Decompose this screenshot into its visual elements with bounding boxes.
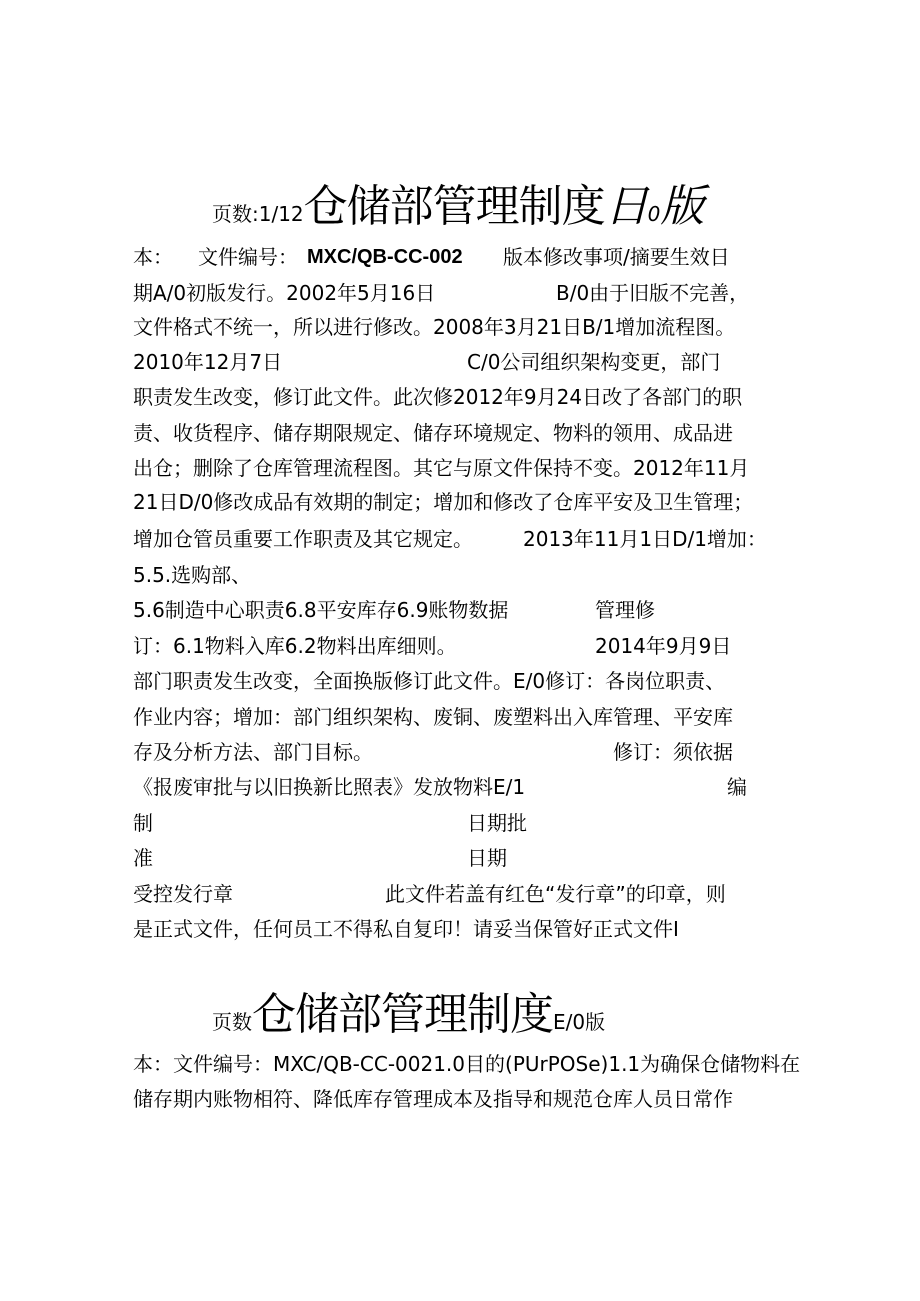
text-segment: 作业内容；增加：部门组织架构、废铜、废塑料出入库管理、平安库 (133, 705, 733, 729)
doc-number: MXC/QB-CC-002 (307, 246, 463, 268)
text-line (133, 527, 767, 552)
text-line (133, 882, 726, 907)
text-line (133, 281, 750, 306)
text-line (133, 634, 732, 659)
document-title: 仓储部管理制度 (252, 989, 553, 1040)
text-segment: 2010年12月7日 (133, 350, 283, 374)
title-suffix-b: 0 (647, 202, 661, 226)
version-label: E/0版 (553, 1010, 606, 1034)
text-segment: 版本修改事项/摘要生效日 (503, 245, 730, 269)
text-segment: C/0公司组织架构变更，部门 (467, 350, 721, 374)
text-line (133, 811, 527, 836)
text-line (133, 917, 679, 942)
text-line (133, 598, 655, 623)
text-line (133, 1052, 800, 1077)
text-line (133, 421, 733, 446)
text-line (133, 490, 753, 515)
text-segment: 储存期内账物相符、降低库存管理成本及指导和规范仓库人员日常作 (133, 1087, 733, 1111)
text-segment: 订：6.1物料入库6.2物料出库细则。 (133, 634, 457, 658)
text-segment: 制 (133, 811, 153, 835)
text-line (133, 669, 725, 694)
text-segment: 是正式文件，任何员工不得私自复印！请妥当保管好正式文件I (133, 917, 679, 941)
text-segment: 修订：须依据 (613, 740, 733, 764)
doc-title-2 (212, 978, 605, 1042)
text-segment: B/0由于旧版不完善， (556, 281, 750, 305)
text-segment: 日期 (467, 846, 507, 870)
page-count-label: 页数 (212, 1010, 252, 1034)
text-segment: 2014年9月9日 (595, 634, 732, 658)
text-segment: 本：文件编号：MXC/QB-CC-0021.0目的(PUrPOSe)1.1为确保仓储物料在 (133, 1052, 801, 1076)
text-line (133, 740, 733, 765)
text-segment: 本： (133, 245, 173, 269)
text-line (133, 563, 251, 588)
text-segment: 管理修 (595, 598, 655, 622)
text-segment: 部门职责发生改变，全面换版修订此文件。E/0修订：各岗位职责、 (133, 669, 726, 693)
text-line (133, 350, 721, 375)
text-segment: 此文件若盖有红色“发行章”的印章，则 (385, 882, 726, 906)
text-segment: 2013年11月1日D/1增加： (523, 527, 767, 551)
text-segment: 增加仓管员重要工作职责及其它规定。 (133, 527, 473, 551)
page-count-label: 页数:1/12 (212, 202, 304, 226)
text-segment: 责、收货程序、储存期限规定、储存环境规定、物料的领用、成品进 (133, 421, 733, 445)
text-line (133, 1087, 733, 1112)
text-line (133, 705, 733, 730)
text-segment: 21日D/0修改成品有效期的制定；增加和修改了仓库平安及卫生管理； (133, 490, 754, 514)
text-segment: 文件格式不统一，所以进行修改。2008年3月21日B/1增加流程图。 (133, 315, 736, 339)
text-line (133, 456, 749, 481)
text-segment: 《报废审批与以旧换新比照表》发放物料E/1 (133, 775, 526, 799)
text-segment: 存及分析方法、部门目标。 (133, 740, 373, 764)
text-line (133, 315, 735, 340)
text-segment: 准 (133, 846, 153, 870)
text-line (133, 245, 730, 270)
text-segment: 期A/0初版发行。2002年5月16日 (133, 281, 436, 305)
doc-title-1 (212, 170, 703, 234)
text-segment: 编 (727, 775, 747, 799)
text-segment: 5.5.选购部、 (133, 563, 252, 587)
title-suffix-a: 日 (604, 181, 648, 232)
text-segment: 职责发生改变，修订此文件。此次修2012年9月24日改了各部门的职 (133, 385, 743, 409)
text-segment: 5.6制造中心职责6.8平安库存6.9账物数据 (133, 598, 509, 622)
title-suffix-c: 版 (660, 181, 704, 232)
text-segment: 出仓；删除了仓库管理流程图。其它与原文件保持不变。2012年11月 (133, 456, 750, 480)
text-line (133, 385, 742, 410)
document-title: 仓储部管理制度 (303, 181, 605, 232)
text-line (133, 846, 507, 871)
text-line (133, 775, 747, 800)
text-segment: 文件编号： (198, 245, 298, 269)
text-segment: 受控发行章 (133, 882, 233, 906)
text-segment: 日期批 (467, 811, 527, 835)
